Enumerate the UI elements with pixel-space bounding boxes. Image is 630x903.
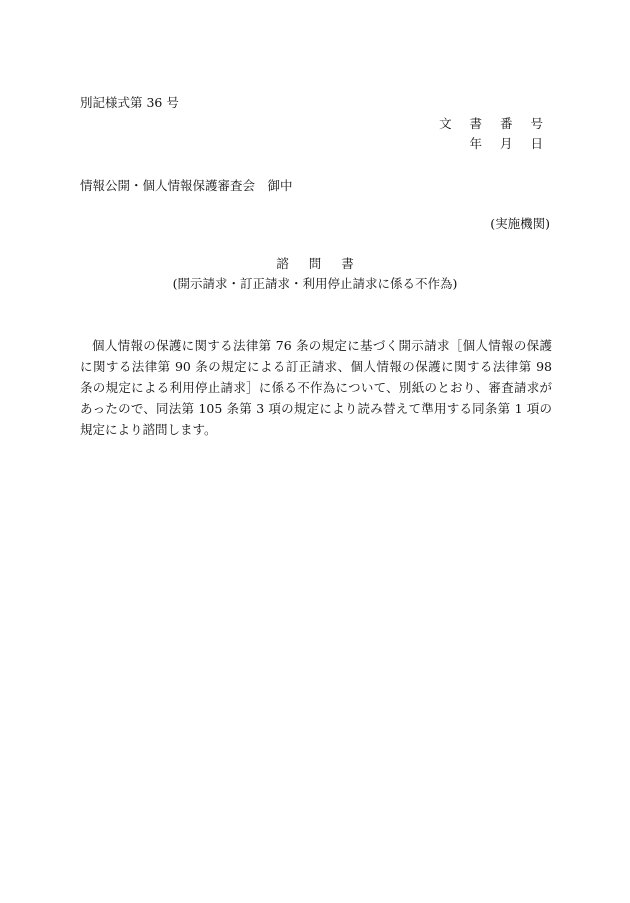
implementing-institution: (実施機関) xyxy=(490,216,550,231)
document-title: 諮問書 xyxy=(276,256,374,271)
addressee: 情報公開・個人情報保護審査会 御中 xyxy=(80,178,293,193)
date-line: 年 月 日 xyxy=(469,136,550,151)
body-paragraph: 個人情報の保護に関する法律第 76 条の規定に基づく開示請求［個人情報の保護に関する法律第 90 条の規定による訂正請求、個人情報の保護に関する法律第 98 条の規定による利用停止請求］に係る不作為について、別紙のとおり、審査請求があったので、同法第 105 条第 3 項の規定により読み替えて準用する同条第 1 項の規定により諮問します。 xyxy=(80,338,552,437)
form-number: 別記様式第 36 号 xyxy=(80,95,179,110)
document-number-label: 文 書 番 号 xyxy=(439,116,550,131)
document-subtitle: (開示請求・訂正請求・利用停止請求に係る不作為) xyxy=(172,276,458,291)
